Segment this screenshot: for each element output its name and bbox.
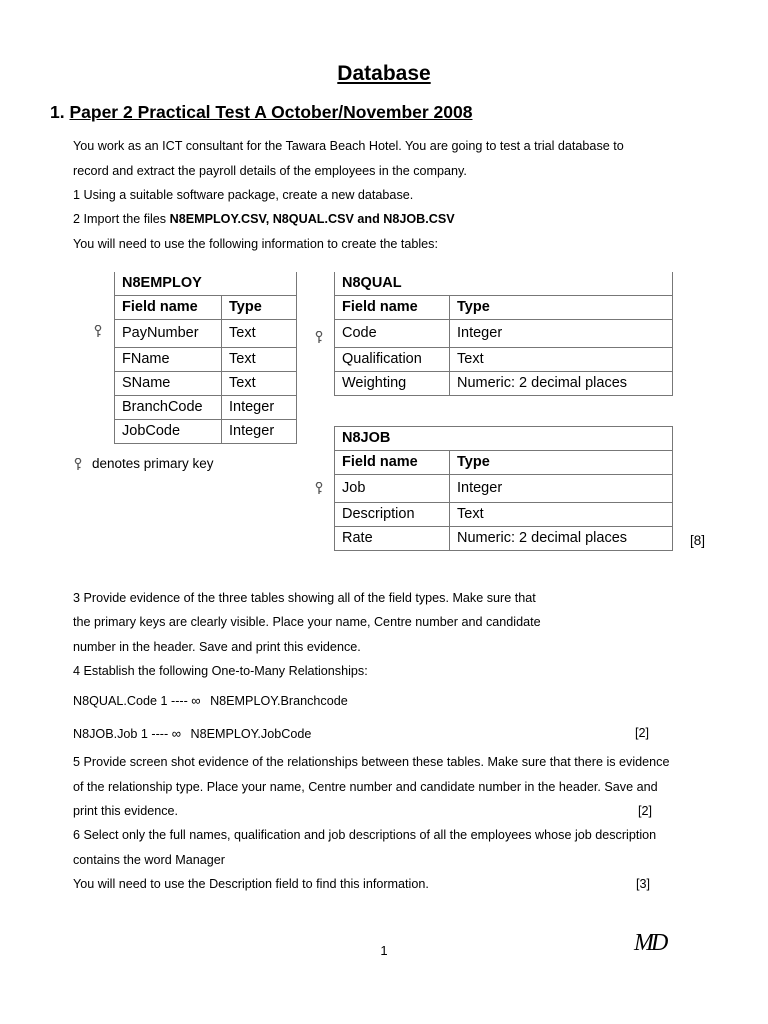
- tables-intro: You will need to use the following information to create the tables:: [73, 237, 438, 251]
- step-2: [73, 212, 455, 226]
- intro-line-2: record and extract the payroll details of the employees in the company.: [73, 164, 467, 178]
- intro-line-1: You work as an ICT consultant for the Tawara Beach Hotel. You are going to test a trial database to: [73, 139, 624, 153]
- field-cell: Qualification: [335, 348, 450, 372]
- type-cell: Integer: [450, 320, 673, 348]
- q5-line-3: print this evidence.: [73, 804, 179, 818]
- q3-line-3: number in the header. Save and print this evidence.: [73, 640, 361, 654]
- infinity-symbol: ∞: [171, 726, 181, 741]
- primary-key-icon: [315, 331, 323, 344]
- header-field-name: Field name: [115, 296, 222, 320]
- table-name: N8QUAL: [335, 272, 673, 296]
- type-cell: Numeric: 2 decimal places: [450, 372, 673, 396]
- field-cell: SName: [115, 372, 222, 396]
- type-cell: Text: [222, 320, 297, 348]
- import-files: N8EMPLOY.CSV, N8QUAL.CSV and N8JOB.CSV: [169, 212, 455, 226]
- n8job-table: [334, 426, 673, 551]
- field-cell: JobCode: [115, 420, 222, 444]
- q6-line-2: contains the word Manager: [73, 853, 225, 867]
- q5-line-1: 5 Provide screen shot evidence of the relationships between these tables. Make sure that there is evidence: [73, 755, 670, 769]
- field-cell: PayNumber: [115, 320, 222, 348]
- relationship-1: [73, 693, 348, 708]
- marks-q6: [3]: [636, 877, 651, 891]
- rel-to: N8EMPLOY.JobCode: [190, 727, 312, 741]
- header-type: Type: [450, 296, 673, 320]
- type-cell: Integer: [450, 475, 673, 503]
- header-type: Type: [450, 451, 673, 475]
- field-cell: Weighting: [335, 372, 450, 396]
- step-1: 1 Using a suitable software package, create a new database.: [73, 188, 414, 202]
- marks-tables: [8]: [690, 533, 706, 548]
- table-name: N8EMPLOY: [115, 272, 297, 296]
- type-cell: Integer: [222, 420, 297, 444]
- step-2-prefix: 2 Import the files: [73, 212, 170, 226]
- section-title: Paper 2 Practical Test A October/November 2008: [69, 102, 473, 122]
- primary-key-icon: [315, 482, 323, 495]
- n8qual-table: [334, 272, 673, 396]
- q5-line-2: of the relationship type. Place your name, Centre number and candidate number in the header. Save and: [73, 780, 658, 794]
- type-cell: Integer: [222, 396, 297, 420]
- header-type: Type: [222, 296, 297, 320]
- section-heading: [50, 102, 473, 123]
- type-cell: Text: [450, 503, 673, 527]
- rel-from: N8QUAL.Code 1 ----: [73, 694, 188, 708]
- page-number: 1: [380, 943, 388, 958]
- marks-q5: [2]: [638, 804, 653, 818]
- field-cell: Rate: [335, 527, 450, 551]
- table-name: N8JOB: [335, 427, 673, 451]
- marks-q4: [2]: [635, 726, 650, 740]
- infinity-symbol: ∞: [191, 693, 201, 708]
- q3-line-1: 3 Provide evidence of the three tables showing all of the field types. Make sure that: [73, 591, 536, 605]
- field-cell: BranchCode: [115, 396, 222, 420]
- n8employ-table: [114, 272, 297, 444]
- q4-intro: 4 Establish the following One-to-Many Relationships:: [73, 664, 368, 678]
- header-field-name: Field name: [335, 296, 450, 320]
- field-cell: Description: [335, 503, 450, 527]
- field-cell: Code: [335, 320, 450, 348]
- section-number: 1.: [50, 102, 65, 122]
- type-cell: Text: [222, 372, 297, 396]
- primary-key-icon: [94, 325, 102, 338]
- field-cell: Job: [335, 475, 450, 503]
- rel-from: N8JOB.Job 1 ----: [73, 727, 169, 741]
- header-field-name: Field name: [335, 451, 450, 475]
- type-cell: Numeric: 2 decimal places: [450, 527, 673, 551]
- rel-to: N8EMPLOY.Branchcode: [210, 694, 348, 708]
- q6-line-1: 6 Select only the full names, qualification and job descriptions of all the employees whose job description: [73, 828, 657, 842]
- field-cell: FName: [115, 348, 222, 372]
- signature: MD: [634, 930, 666, 956]
- key-legend: denotes primary key: [92, 456, 214, 471]
- q6-line-3: You will need to use the Description field to find this information.: [73, 877, 429, 891]
- page-title: Database: [337, 62, 431, 85]
- relationship-2: [73, 726, 311, 741]
- primary-key-icon: [74, 458, 82, 471]
- type-cell: Text: [222, 348, 297, 372]
- q3-line-2: the primary keys are clearly visible. Place your name, Centre number and candidate: [73, 615, 541, 629]
- type-cell: Text: [450, 348, 673, 372]
